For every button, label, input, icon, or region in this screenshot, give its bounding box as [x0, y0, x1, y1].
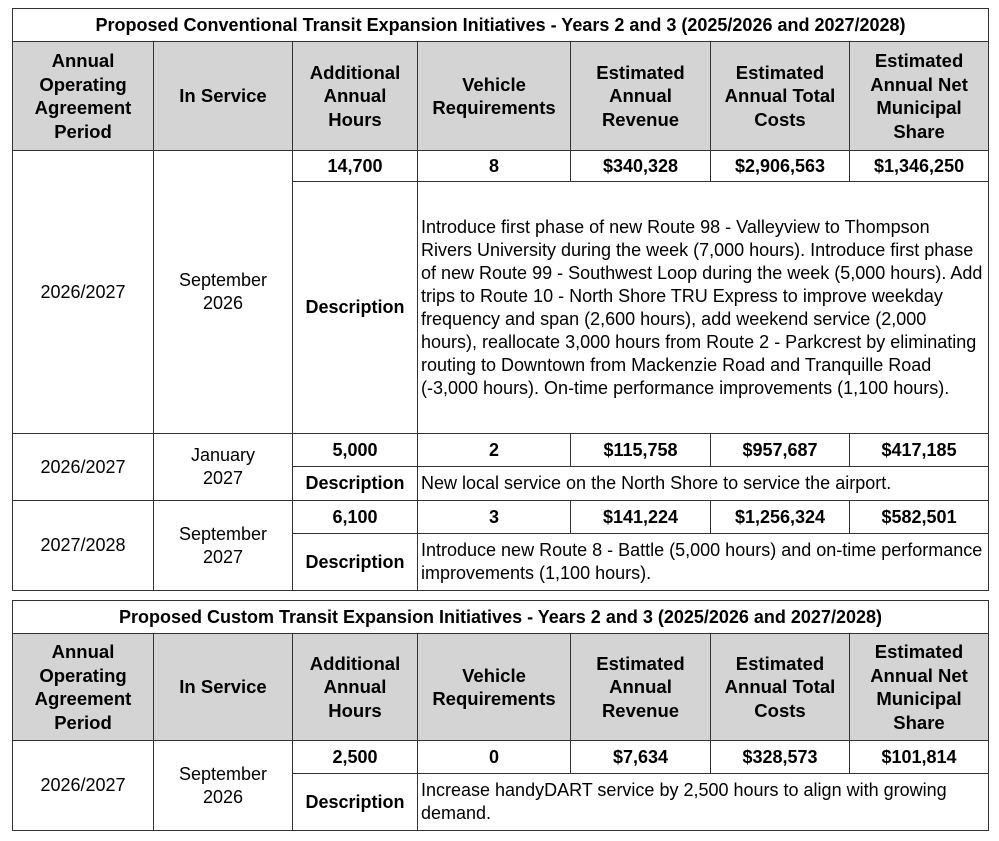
custom-table-title: Proposed Custom Transit Expansion Initiatives - Years 2 and 3 (2025/2026 and 2027/2028)	[13, 601, 989, 634]
description-label: Description	[293, 534, 418, 591]
description-text: New local service on the North Shore to service the airport.	[418, 467, 989, 501]
header-hours-line: Annual	[323, 85, 387, 107]
conventional-table-title: Proposed Conventional Transit Expansion Initiatives - Years 2 and 3 (2025/2026 and 2027/2028)	[13, 9, 989, 42]
in-service-line: 2027	[202, 468, 244, 488]
header-vehicle-requirements	[418, 634, 571, 741]
revenue-cell: $7,634	[571, 741, 711, 774]
vehicles-cell: 3	[418, 501, 571, 534]
header-revenue-line: Revenue	[601, 108, 680, 130]
header-costs-line: Annual Total	[724, 85, 836, 107]
period-cell: 2026/2027	[13, 434, 154, 501]
header-revenue-line: Annual	[609, 85, 672, 107]
header-revenue-line: Estimated	[596, 652, 685, 674]
header-share-line: Municipal	[876, 688, 962, 709]
in-service-line: 2027	[202, 546, 244, 567]
table-row	[13, 151, 989, 182]
header-share-line: Share	[893, 711, 945, 733]
in-service-line: 2026	[202, 786, 244, 807]
header-period-line: Agreement	[34, 97, 132, 118]
in-service-cell	[154, 434, 293, 501]
costs-cell: $2,906,563	[711, 151, 850, 182]
share-cell: $582,501	[850, 501, 989, 534]
header-municipal-share	[850, 42, 989, 151]
header-revenue-line: Estimated	[596, 61, 685, 83]
header-period-line: Operating	[39, 73, 127, 95]
table-row	[13, 501, 989, 534]
header-period-line: Annual	[51, 641, 115, 662]
share-cell: $1,346,250	[850, 151, 989, 182]
costs-cell: $1,256,324	[711, 501, 850, 534]
header-period-line: Period	[54, 120, 112, 142]
header-costs-line: Costs	[754, 108, 806, 130]
description-label: Description	[293, 182, 418, 434]
vehicles-cell: 2	[418, 434, 571, 467]
header-estimated-costs	[711, 42, 850, 151]
header-additional-hours	[293, 42, 418, 151]
in-service-cell	[154, 501, 293, 591]
hours-cell: 6,100	[293, 501, 418, 534]
header-hours-line: Additional	[309, 61, 401, 83]
description-text: Increase handyDART service by 2,500 hours to align with growing demand.	[418, 774, 989, 831]
header-period	[13, 42, 154, 151]
header-vehicle-requirements	[418, 42, 571, 151]
vehicles-cell: 8	[418, 151, 571, 182]
header-share-line: Share	[893, 120, 945, 142]
hours-cell: 2,500	[293, 741, 418, 774]
description-label: Description	[293, 467, 418, 501]
header-revenue-line: Annual	[609, 676, 672, 698]
revenue-cell: $115,758	[571, 434, 711, 467]
header-in-service: In Service	[154, 634, 293, 741]
header-additional-hours	[293, 634, 418, 741]
header-municipal-share	[850, 634, 989, 741]
share-cell: $417,185	[850, 434, 989, 467]
header-vehicle-line: Requirements	[432, 688, 556, 709]
header-share-line: Annual Net	[870, 73, 968, 95]
custom-table	[12, 600, 989, 831]
in-service-line: September	[178, 523, 268, 544]
in-service-line: September	[178, 763, 268, 784]
in-service-line: 2026	[202, 293, 244, 313]
revenue-cell: $340,328	[571, 151, 711, 182]
header-costs-line: Estimated	[735, 652, 825, 674]
header-estimated-costs	[711, 634, 850, 741]
in-service-line: January	[190, 445, 256, 465]
header-estimated-revenue	[571, 42, 711, 151]
hours-cell: 14,700	[293, 151, 418, 182]
header-vehicle-line: Requirements	[432, 97, 556, 118]
header-period-line: Period	[54, 711, 112, 733]
table-row	[13, 741, 989, 774]
header-hours-line: Additional	[309, 652, 401, 674]
period-cell: 2026/2027	[13, 151, 154, 434]
header-revenue-line: Revenue	[601, 699, 680, 721]
revenue-cell: $141,224	[571, 501, 711, 534]
header-share-line: Annual Net	[870, 664, 968, 686]
description-text: Introduce new Route 8 - Battle (5,000 hours) and on-time performance improvements (1,100 hours).	[418, 534, 989, 591]
header-costs-line: Estimated	[735, 61, 825, 83]
vehicles-cell: 0	[418, 741, 571, 774]
hours-cell: 5,000	[293, 434, 418, 467]
header-costs-line: Annual Total	[724, 676, 836, 698]
costs-cell: $328,573	[711, 741, 850, 774]
header-in-service: In Service	[154, 42, 293, 151]
in-service-cell	[154, 741, 293, 831]
header-period	[13, 634, 154, 741]
header-period-line: Operating	[39, 664, 127, 686]
description-label: Description	[293, 774, 418, 831]
header-period-line: Annual	[51, 50, 115, 71]
table-row	[13, 434, 989, 467]
header-share-line: Estimated	[874, 50, 964, 71]
header-vehicle-line: Vehicle	[462, 73, 526, 95]
header-period-line: Agreement	[34, 688, 132, 709]
header-estimated-revenue	[571, 634, 711, 741]
period-cell: 2026/2027	[13, 741, 154, 831]
header-costs-line: Costs	[754, 699, 806, 721]
header-share-line: Estimated	[874, 641, 964, 662]
in-service-cell	[154, 151, 293, 434]
header-hours-line: Hours	[328, 108, 382, 130]
description-text: Introduce first phase of new Route 98 - Valleyview to Thompson Rivers University during the week (7,000 hours). Introduce first phase of new Route 99 - Southwest Loop during the week (5,000 hours). Add trips to Route 10 - North Shore TRU Express to improve weekday frequency and span (2,600 hours), add weekend service (2,000 hours), reallocate 3,000 hours from Route 2 - Parkcrest by eliminating routing to Downtown from Mackenzie Road and Tranquille Road (-3,000 hours). On-time performance improvements (1,100 hours).	[418, 182, 989, 434]
in-service-line: September	[178, 270, 268, 290]
period-cell: 2027/2028	[13, 501, 154, 591]
header-hours-line: Annual	[323, 676, 387, 698]
header-hours-line: Hours	[328, 699, 382, 721]
conventional-table	[12, 8, 989, 591]
header-vehicle-line: Vehicle	[462, 664, 526, 686]
share-cell: $101,814	[850, 741, 989, 774]
header-share-line: Municipal	[876, 97, 962, 118]
costs-cell: $957,687	[711, 434, 850, 467]
